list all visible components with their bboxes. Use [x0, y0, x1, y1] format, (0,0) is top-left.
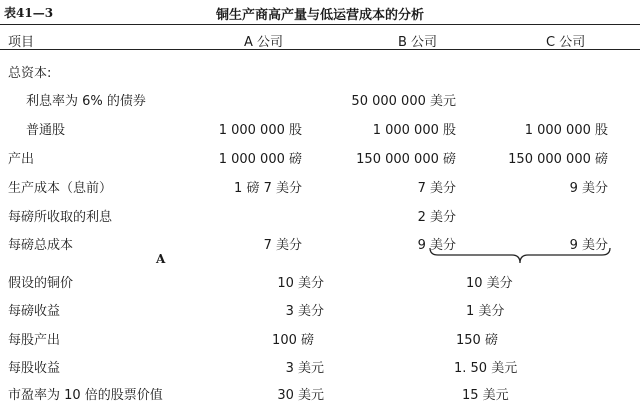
cell-a: 3 美元 — [285, 361, 324, 376]
cell-a: 30 美元 — [277, 388, 324, 403]
row-label: 每股收益 — [8, 361, 61, 376]
row-label: 市盈率为 10 倍的股票价值 — [8, 388, 163, 403]
row-label: 每磅所收取的利息 — [8, 210, 113, 225]
cell-b: 150 000 000 磅 — [356, 152, 456, 167]
cell-bc: 1 美分 — [466, 304, 505, 319]
row-label: 生产成本（息前） — [8, 181, 113, 196]
header-company-b: B 公司 — [398, 35, 438, 50]
cell-b: 7 美分 — [417, 181, 456, 196]
header-item: 项目 — [8, 35, 35, 50]
header-rule — [0, 49, 640, 50]
cell-a: 1 000 000 股 — [218, 123, 302, 138]
top-rule — [0, 24, 640, 25]
row-label: 产出 — [8, 152, 35, 167]
cell-c: 9 美分 — [569, 181, 608, 196]
cell-b: 2 美分 — [417, 210, 456, 225]
cell-a: 10 美分 — [277, 276, 324, 291]
cell-bc: 15 美元 — [462, 388, 509, 403]
cell-b: 50 000 000 美元 — [351, 94, 456, 109]
row-label: 每磅总成本 — [8, 238, 74, 253]
row-label: 假设的铜价 — [8, 276, 74, 291]
cell-a: 100 磅 — [272, 333, 314, 348]
cell-bc: 150 磅 — [456, 333, 498, 348]
row-label: 每磅收益 — [8, 304, 61, 319]
row-label: 总资本: — [8, 66, 52, 81]
cell-b: 1 000 000 股 — [372, 123, 456, 138]
cell-c: 9 美分 — [569, 238, 608, 253]
table-title: 铜生产商高产量与低运营成本的分析 — [215, 8, 424, 23]
cell-a: 1 磅 7 美分 — [234, 181, 302, 196]
row-label: 普通股 — [26, 123, 66, 138]
section-a-marker: A — [156, 252, 166, 266]
cell-a: 7 美分 — [263, 238, 302, 253]
row-label: 每股产出 — [8, 333, 61, 348]
cell-a: 3 美分 — [285, 304, 324, 319]
bracket-b-c — [428, 247, 612, 265]
cell-c: 1 000 000 股 — [524, 123, 608, 138]
table-number: 表41—3 — [4, 6, 54, 20]
cell-c: 150 000 000 磅 — [508, 152, 608, 167]
cell-bc: 1. 50 美元 — [454, 361, 518, 376]
header-company-a: A 公司 — [244, 35, 284, 50]
cell-b: 9 美分 — [417, 238, 456, 253]
row-label: 利息率为 6% 的债券 — [26, 94, 146, 109]
cell-bc: 10 美分 — [466, 276, 513, 291]
header-company-c: C 公司 — [546, 35, 586, 50]
table-title-row — [0, 0, 640, 22]
cell-a: 1 000 000 磅 — [218, 152, 302, 167]
